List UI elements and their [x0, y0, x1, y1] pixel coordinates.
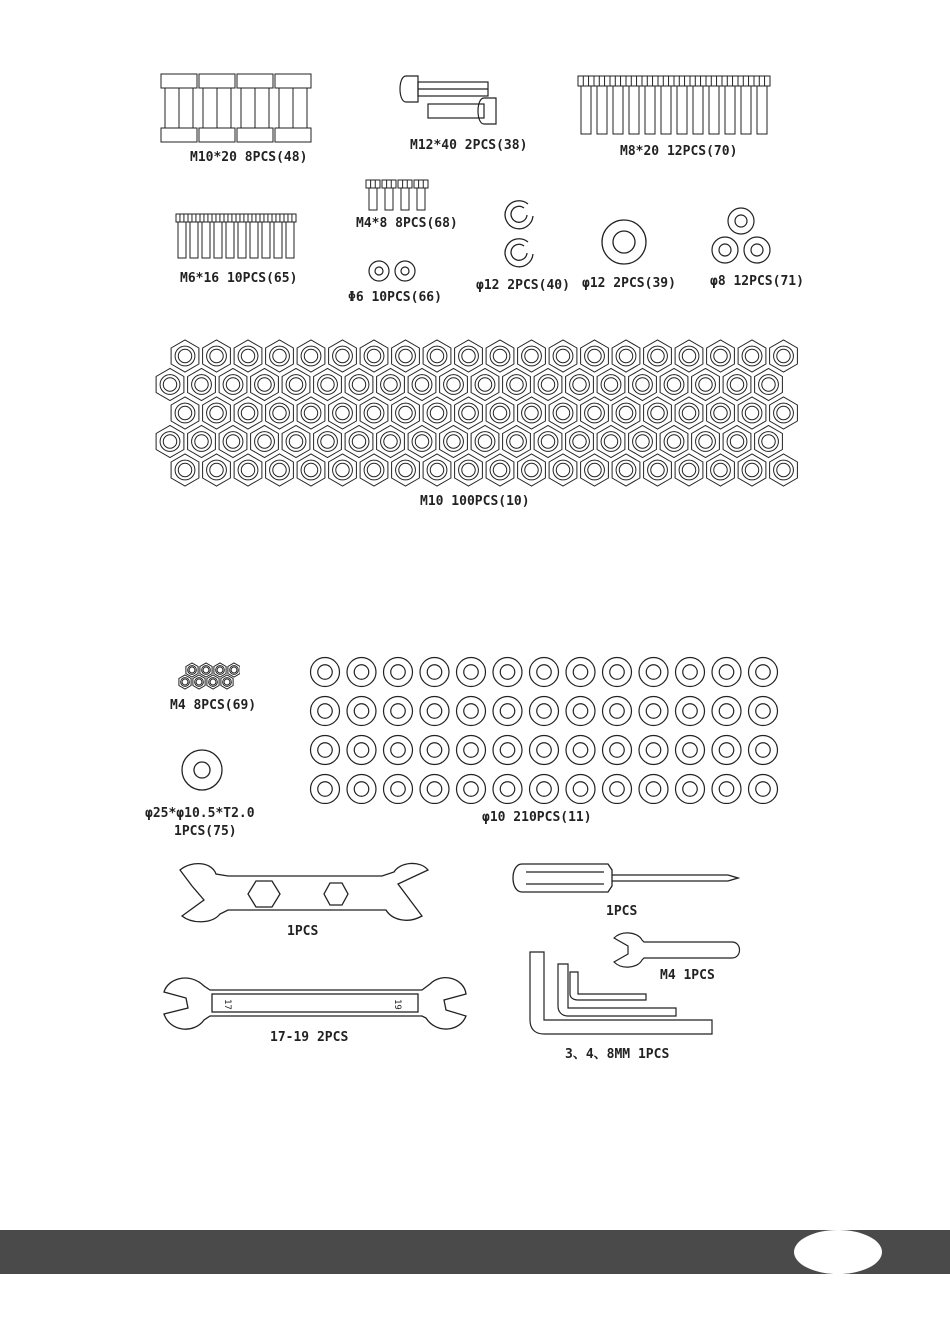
- label-washer-10: φ10 210PCS(11): [482, 810, 592, 825]
- label-allen-keys: 3、4、8MM 1PCS: [565, 1047, 670, 1062]
- label-screwdriver: 1PCS: [606, 904, 638, 919]
- screwdriver-icon: [508, 860, 740, 896]
- label-nut-m4: M4 8PCS(69): [170, 698, 257, 713]
- flat-washer-icon: [598, 216, 650, 268]
- hex-bolt-icon: [574, 74, 774, 139]
- label-spring-washer-12: φ12 2PCS(40): [476, 278, 570, 293]
- label-wrench-17-19: 17-19 2PCS: [270, 1030, 349, 1045]
- label-nut-m10: M10 100PCS(10): [420, 494, 530, 509]
- hex-bolt-icon: [362, 176, 434, 214]
- label-wrench-m4: M4 1PCS: [660, 968, 715, 983]
- page-number-badge: [794, 1230, 882, 1274]
- label-m10x20: M10*20 8PCS(48): [190, 150, 308, 165]
- label-multi-wrench: 1PCS: [287, 924, 319, 939]
- label-big-washer-count: 1PCS(75): [174, 824, 237, 839]
- flat-washer-icon: [366, 258, 420, 284]
- label-m6x16: M6*16 10PCS(65): [180, 271, 298, 286]
- label-washer-8: φ8 12PCS(71): [710, 274, 804, 289]
- flat-washer-icon: [705, 205, 777, 269]
- flat-washer-icon: [305, 652, 785, 804]
- hex-nut-icon: [168, 662, 240, 694]
- label-m8x20: M8*20 12PCS(70): [620, 144, 738, 159]
- flat-washer-icon: [180, 748, 224, 792]
- open-end-wrench-icon: [172, 858, 434, 928]
- label-m4x8: M4*8 8PCS(68): [356, 216, 458, 231]
- allen-key-icon: [526, 948, 718, 1046]
- hex-bolt-icon: [170, 210, 300, 265]
- wrench-mark-19: 19: [392, 999, 402, 1010]
- round-head-bolt-icon: [398, 72, 513, 132]
- hex-nut-icon: [155, 338, 805, 490]
- hex-bolt-icon: [155, 70, 325, 145]
- label-m12x40: M12*40 2PCS(38): [410, 138, 528, 153]
- label-washer-6: Φ6 10PCS(66): [348, 290, 442, 305]
- wrench-mark-17: 17: [222, 999, 232, 1010]
- spring-washer-icon: [495, 196, 545, 276]
- label-big-washer-spec: φ25*φ10.5*T2.0: [145, 806, 255, 821]
- open-end-wrench-icon: [160, 970, 470, 1036]
- label-washer-12: φ12 2PCS(39): [582, 276, 676, 291]
